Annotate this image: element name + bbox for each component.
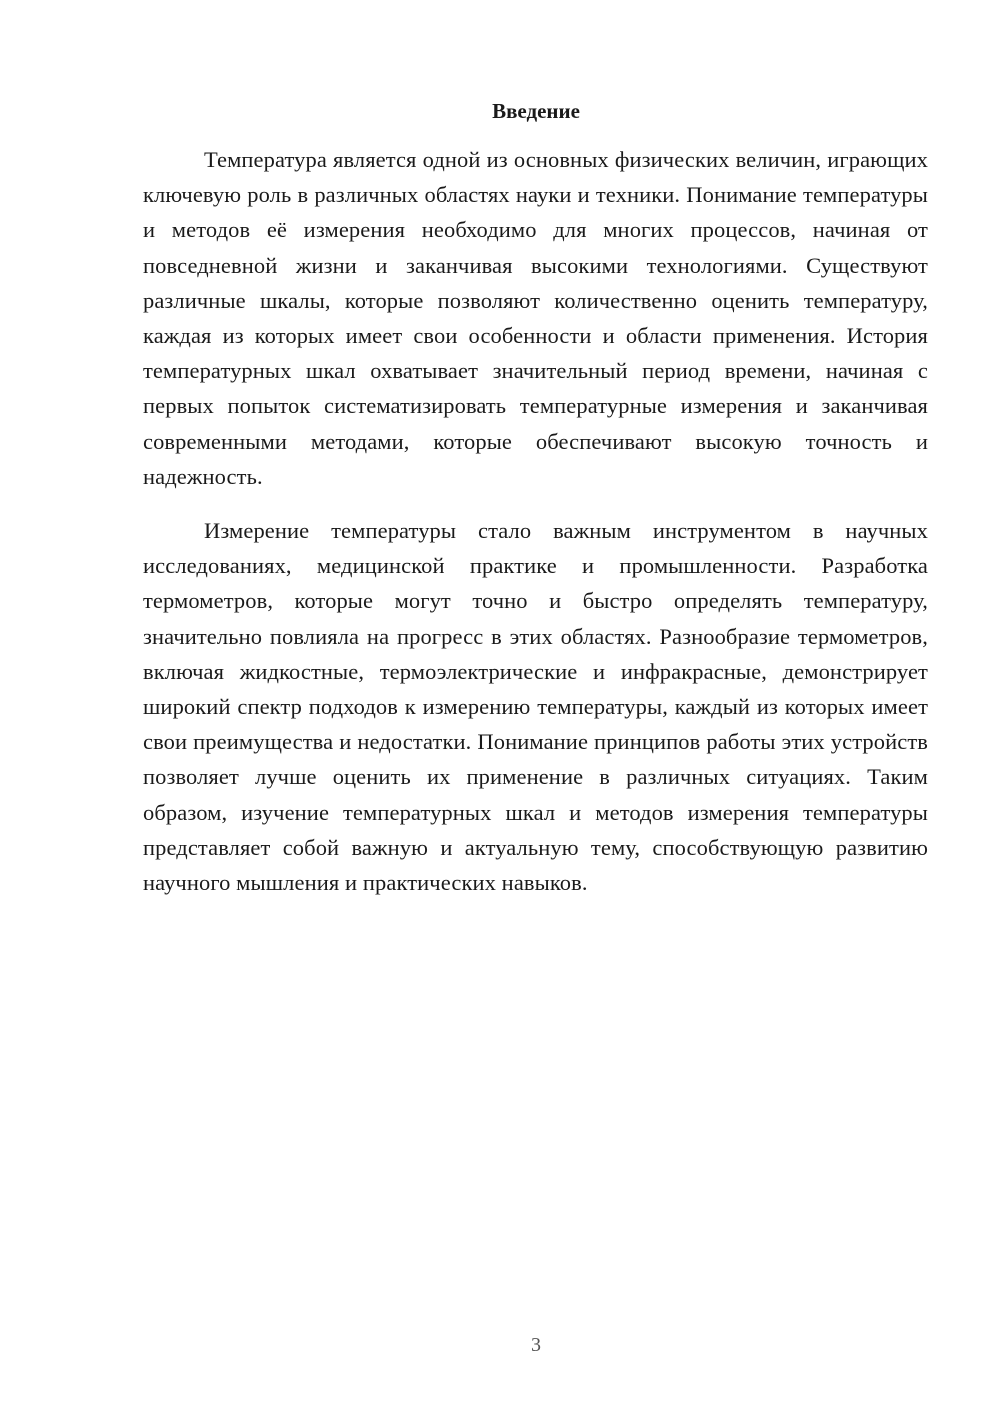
page-title: Введение — [492, 99, 580, 123]
document-body — [143, 142, 928, 900]
paragraph-measurement: Измерение температуры стало важным инструментом в научных исследованиях, медицинской практике и промышленности. Разработка термометров, которые могут точно и быстро определять температуру, значительно повлияла на прогресс в этих областях. Разнообразие термометров, включая жидкостные, термоэлектрические и инфракрасные, демонстрирует широкий спектр подходов к измерению температуры, каждый из которых имеет свои преимущества и недостатки. Понимание принципов работы этих устройств позволяет лучше оценить их применение в различных ситуациях. Таким образом, изучение температурных шкал и методов измерения температуры представляет собой важную и актуальную тему, способствующую развитию научного мышления и практических навыков. — [143, 518, 928, 896]
page-number: 3 — [531, 1334, 541, 1356]
paragraph-intro: Температура является одной из основных физических величин, играющих ключевую роль в различных областях науки и техники. Понимание температуры и методов её измерения необходимо для многих процессов, начиная от повседневной жизни и заканчивая высокими технологиями. Существуют различные шкалы, которые позволяют количественно оценить температуру, каждая из которых имеет свои особенности и области применения. История температурных шкал охватывает значительный период времени, начиная с первых попыток систематизировать температурные измерения и заканчивая современными методами, которые обеспечивают высокую точность и надежность. — [143, 147, 928, 489]
